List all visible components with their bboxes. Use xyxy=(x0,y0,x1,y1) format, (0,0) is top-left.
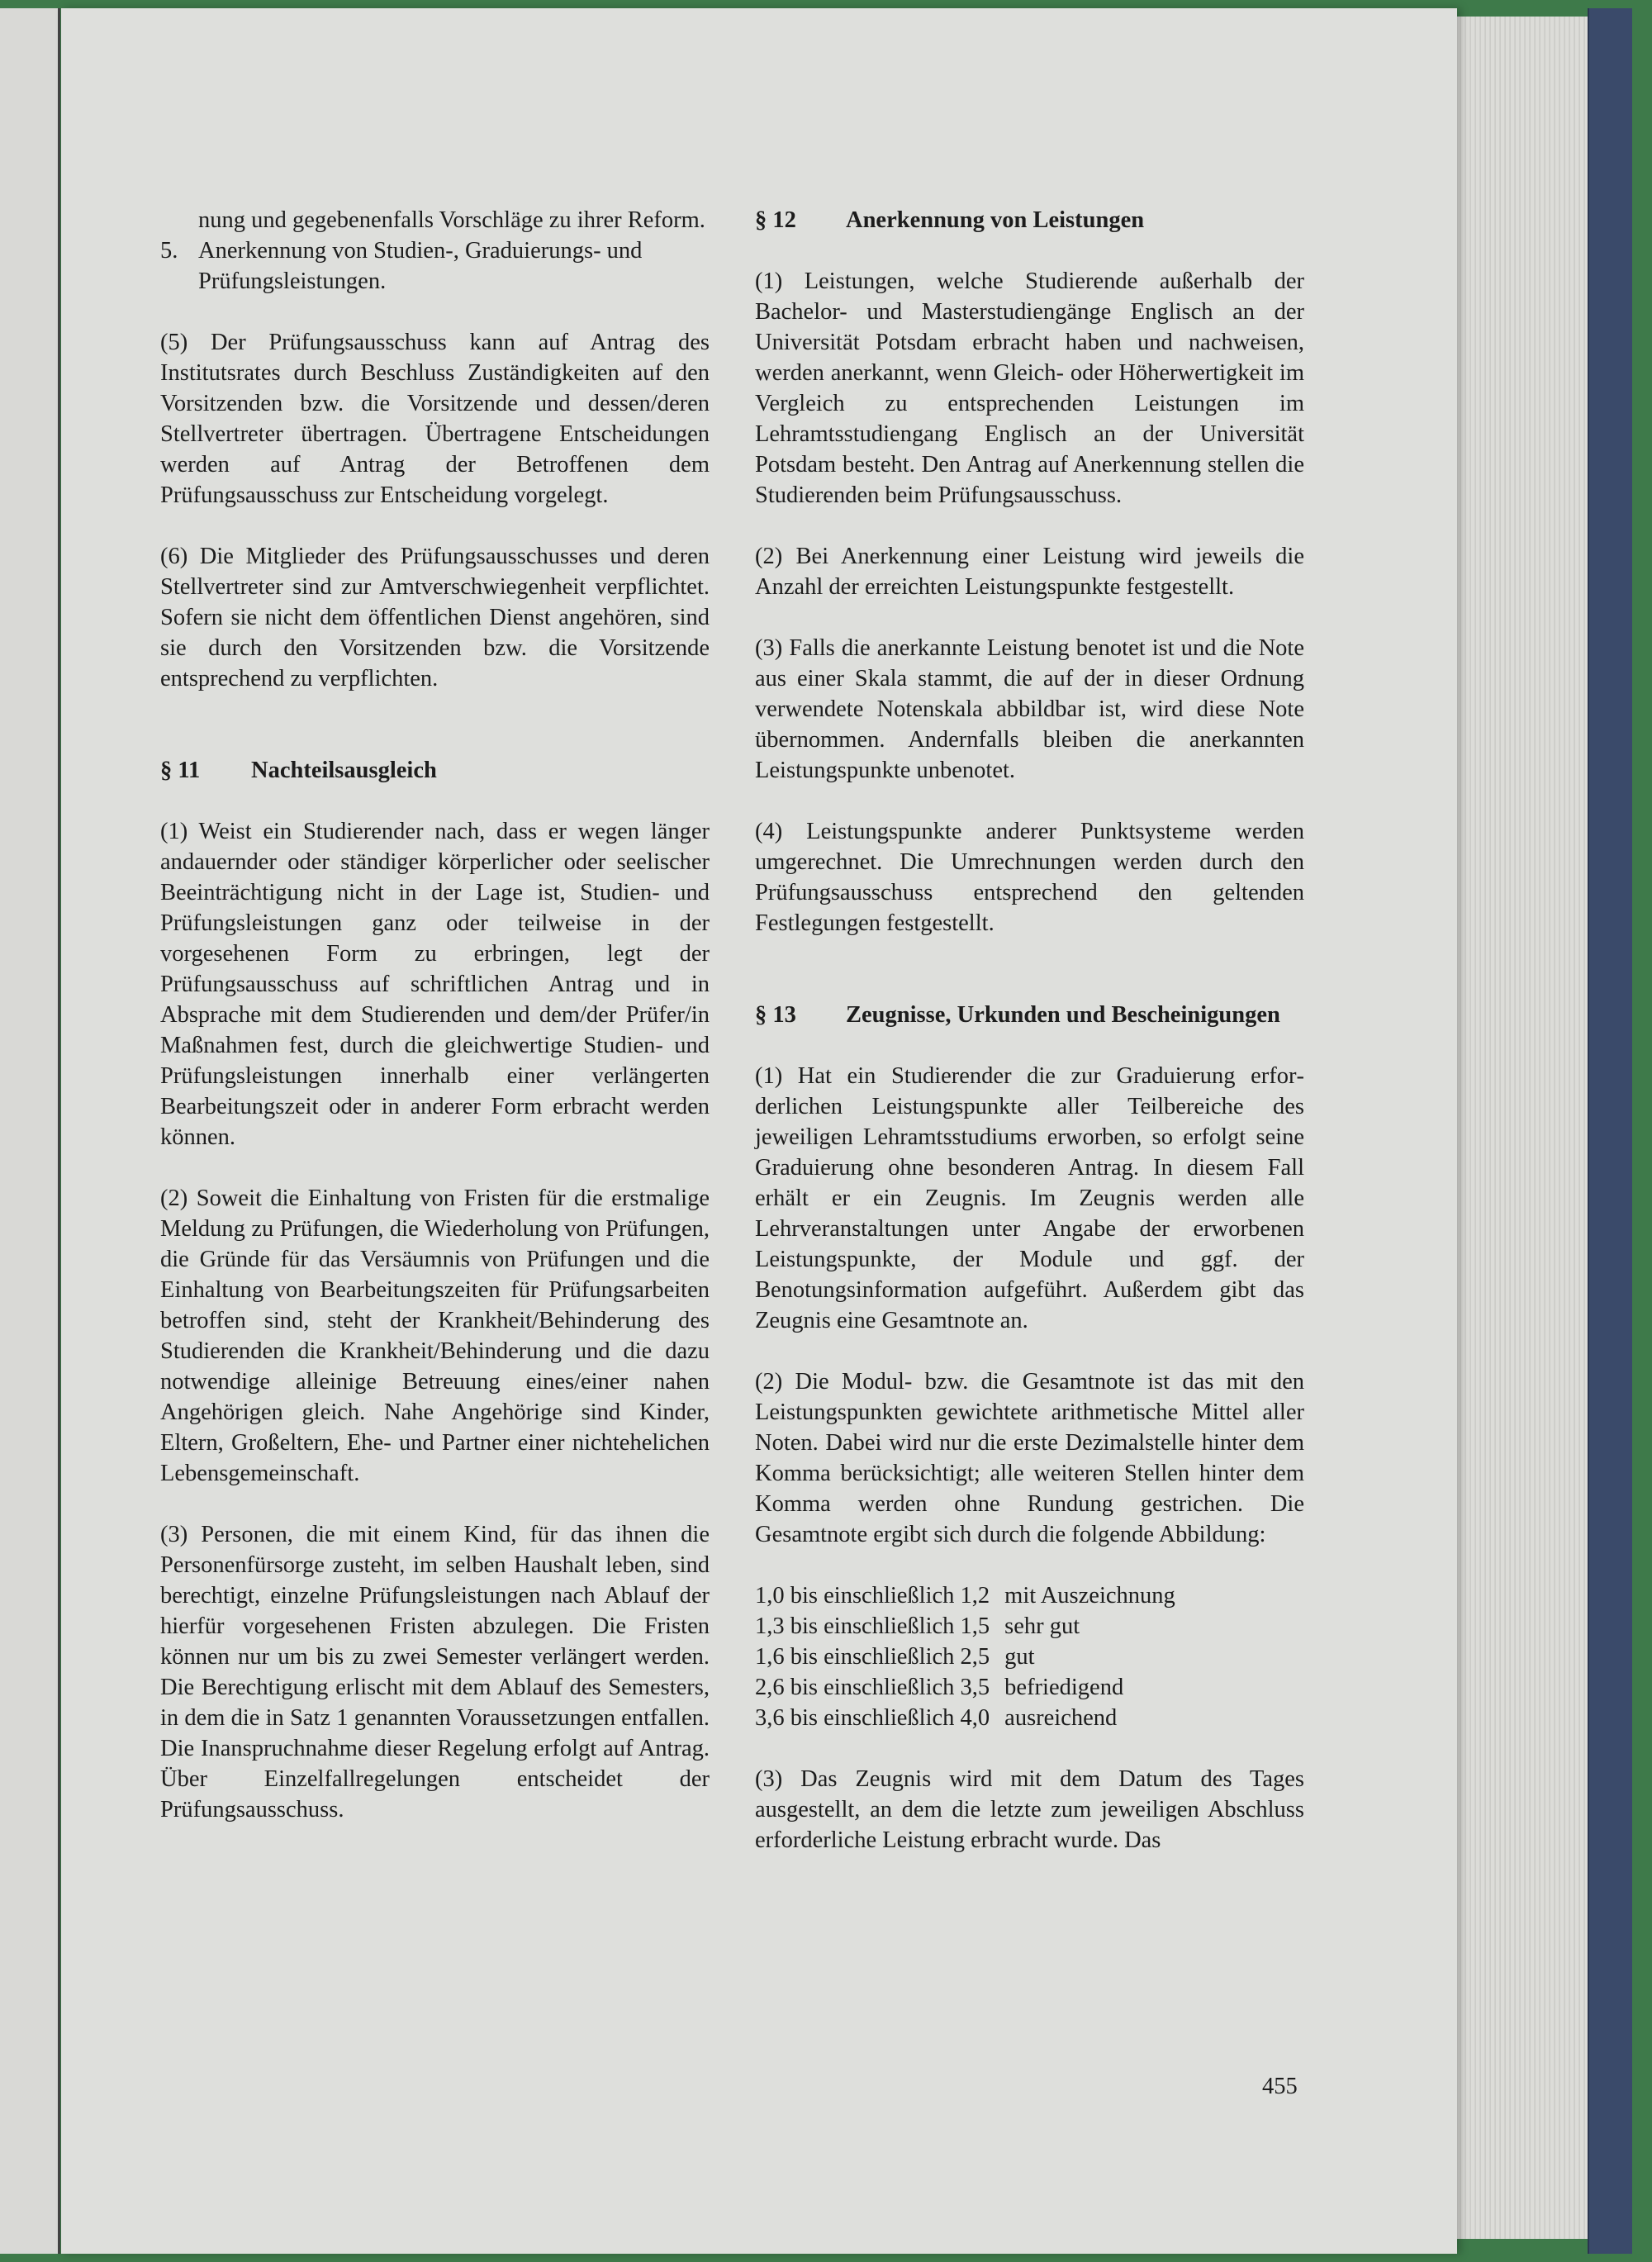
grade-range: 1,0 bis einschließlich 1,2 xyxy=(755,1583,990,1609)
section-12-heading xyxy=(755,205,1304,235)
book-page-edges xyxy=(1437,17,1588,2239)
grade-row xyxy=(755,1703,1190,1733)
section-11-heading xyxy=(160,755,710,786)
list-item-text: Anerkennung von Studien-, Graduierungs- und Prüfungsleistungen. xyxy=(198,238,643,294)
paragraph-12-2: (2) Bei Anerkennung einer Leistung wird jeweils die Anzahl der erreichten Leistungspunkte festgestellt. xyxy=(755,544,1304,600)
paragraph-11-1: (1) Weist ein Studierender nach, dass er wegen länger andauernder oder ständiger körperlicher oder seelischer Beeinträchtigung nicht in der Lage ist, Studien- und Prüfungsleistungen ganz oder teilweise in der vorgesehenen Form zu erbringen, legt der Prüfungsausschuss auf schriftlichen Antrag und in Absprache mit dem Studierenden und dem/der Prüfer/in Maßnahmen fest, durch die gleichwertige Studien- und Prüfungsleistungen innerhalb einer verlängerten Bearbeitungszeit oder in anderer Form erbracht werden können. xyxy=(160,819,710,1150)
paragraph-13-1: (1) Hat ein Studierender die zur Graduierung erforderlichen Leistungspunkte aller Teilbereiche des jeweiligen Lehramtsstudiums erworben, so erfolgt seine Graduierung ohne besonderen Antrag. In diesem Fall erhält er ein Zeugnis. Im Zeugnis werden alle Lehrveranstaltungen unter Angabe der erworbenen Leistungspunkte, der Module und ggf. der Benotungsinformation aufgeführt. Außerdem gibt das Zeugnis eine Gesamtnote an. xyxy=(755,1063,1304,1333)
grade-range: 1,3 bis einschließlich 1,5 xyxy=(755,1613,990,1639)
grade-range: 3,6 bis einschließlich 4,0 xyxy=(755,1705,990,1731)
paragraph-11-3: (3) Personen, die mit einem Kind, für das ihnen die Personenfürsorge zusteht, im selben Haushalt leben, sind berechtigt, einzelne Prüfungsleistungen nach Ablauf der hierfür vorgesehenen Fristen abzulegen. Die Fristen können nur um bis zu zwei Semester verlängert werden. Die Berechtigung erlischt mit dem Ablauf des Semesters, in dem die in Satz 1 genannten Voraussetzungen entfallen. Die Inanspruchnahme dieser Regelung erfolgt auf Antrag. Über Einzelfallregelungen entscheidet der Prüfungsausschuss. xyxy=(160,1522,710,1822)
grade-label: sehr gut xyxy=(1004,1613,1080,1639)
section-title: Nachteilsausgleich xyxy=(251,758,437,783)
paragraph-12-4: (4) Leistungspunkte anderer Punktsysteme werden umgerechnet. Die Umrechnungen werden durch den Prüfungsausschuss entsprechend den geltenden Festlegungen festgestellt. xyxy=(755,819,1304,936)
grade-scale-table xyxy=(755,1580,1190,1733)
page-number: 455 xyxy=(1262,2074,1298,2099)
previous-page-edge xyxy=(0,8,60,2254)
grade-label: mit Auszeichnung xyxy=(1004,1583,1175,1609)
section-number: § 13 xyxy=(755,1002,796,1028)
section-13-heading xyxy=(755,1000,1304,1030)
list-item-5 xyxy=(160,235,710,297)
left-column xyxy=(160,205,710,1856)
section-number: § 12 xyxy=(755,207,796,233)
grade-row xyxy=(755,1672,1190,1703)
document-page xyxy=(61,8,1457,2254)
section-title: Anerkennung von Leistungen xyxy=(846,207,1145,233)
paragraph-12-3: (3) Falls die anerkannte Leistung benotet ist und die Note aus einer Skala stammt, die auf der in dieser Ordnung verwendete Notenskala abbildbar ist, wird diese Note übernommen. Andernfalls bleiben die anerkannten Leistungspunkte unbenotet. xyxy=(755,635,1304,783)
section-title: Zeugnisse, Urkunden und Bescheinigungen xyxy=(846,1002,1280,1028)
grade-label: gut xyxy=(1004,1644,1035,1670)
grade-range: 2,6 bis einschließlich 3,5 xyxy=(755,1675,990,1700)
grade-label: ausreichend xyxy=(1004,1705,1118,1731)
right-column xyxy=(755,205,1304,1886)
grade-range: 1,6 bis einschließlich 2,5 xyxy=(755,1644,990,1670)
paragraph-11-2: (2) Soweit die Einhaltung von Fristen für die erstmalige Meldung zu Prüfungen, die Wiederholung von Prüfungen, die Gründe für das Versäumnis von Prüfungen und die Einhaltung von Bearbeitungszeiten für Prüfungsarbeiten betroffen sind, steht der Krankheit/Behinderung des Studierenden die Krankheit/Behinderung und die dazu notwendige alleinige Betreuung eines/einer nahen Angehörigen gleich. Nahe Angehörige sind Kinder, Eltern, Großeltern, Ehe- und Partner einer nichtehelichen Lebensgemeinschaft. xyxy=(160,1186,710,1486)
paragraph-13-2: (2) Die Modul- bzw. die Gesamtnote ist das mit den Leistungspunkten gewichtete arithmetische Mittel aller Noten. Dabei wird nur die erste Dezimalstelle hinter dem Komma berücksichtigt; alle weiteren Stellen hinter dem Komma werden ohne Rundung gestrichen. Die Gesamtnote ergibt sich durch die folgende Abbildung: xyxy=(755,1369,1304,1547)
grade-label: befriedigend xyxy=(1004,1675,1124,1700)
list-item-number: 5. xyxy=(160,238,178,264)
book-cover-edge xyxy=(1588,8,1632,2254)
paragraph-13-3: (3) Das Zeugnis wird mit dem Datum des Tages ausgestellt, an dem die letzte zum jeweiligen Abschluss erforderliche Leistung erbracht wurde. Das xyxy=(755,1766,1304,1853)
grade-row xyxy=(755,1642,1190,1672)
list-continuation: nung und gegebenenfalls Vorschläge zu ihrer Reform. xyxy=(198,207,705,233)
section-number: § 11 xyxy=(160,758,201,783)
paragraph-4-5: (5) Der Prüfungsausschuss kann auf Antrag des Institutsrates durch Beschluss Zuständigkeiten auf den Vorsitzenden bzw. die Vorsitzende und dessen/deren Stellvertreter übertragen. Übertragene Entscheidungen werden auf Antrag der Betroffenen dem Prüfungsausschuss zur Entscheidung vorgelegt. xyxy=(160,330,710,508)
grade-row xyxy=(755,1580,1190,1611)
grade-row xyxy=(755,1611,1190,1642)
paragraph-12-1: (1) Leistungen, welche Studierende außerhalb der Bachelor- und Masterstudiengänge Englisch an der Universität Potsdam erbracht haben und nachweisen, werden anerkannt, wenn Gleich- oder Höherwertigkeit im Vergleich zu entsprechenden Leistungen im Lehramtsstudiengang Englisch an der Universität Potsdam besteht. Den Antrag auf Anerkennung stellen die Studierenden beim Prüfungsausschuss. xyxy=(755,268,1304,508)
paragraph-4-6: (6) Die Mitglieder des Prüfungsausschusses und deren Stellvertreter sind zur Amtverschwiegenheit verpflichtet. Sofern sie nicht dem öffentlichen Dienst angehören, sind sie durch den Vorsitzenden bzw. die Vorsitzende entsprechend zu verpflichten. xyxy=(160,544,710,691)
